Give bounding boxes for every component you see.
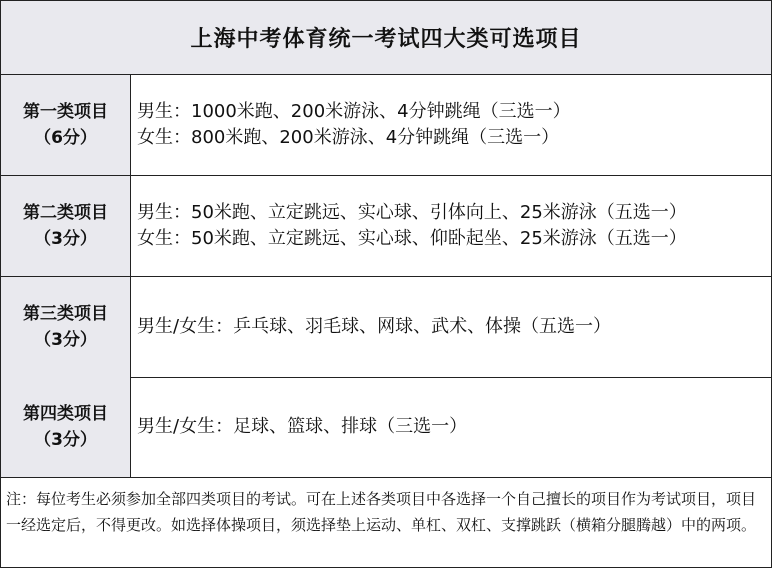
category-score: （3分） <box>34 430 97 450</box>
table-title: 上海中考体育统一考试四大类可选项目 <box>190 27 582 52</box>
category-name: 第二类项目 <box>23 203 108 223</box>
category-items <box>132 377 771 477</box>
table-row-category-1 <box>1 75 771 176</box>
title-row <box>1 1 771 75</box>
table-row-category-3 <box>1 277 771 378</box>
category-score: （6分） <box>34 128 97 148</box>
category-cell <box>1 277 131 377</box>
table-note: 注：每位考生必须参加全部四类项目的考试。可在上述各类项目中各选择一个自己擅长的项目作为考试项目，项目一经选定后，不得更改。如选择体操项目，须选择垫上运动、单杠、双杠、支撑跳跃（横箱分腿腾越）中的两项。 <box>6 490 757 534</box>
boys-items: 男生：50米跑、立定跳远、实心球、引体向上、25米游泳（五选一） <box>137 202 687 223</box>
category-items <box>132 277 771 377</box>
category-name: 第三类项目 <box>23 304 108 324</box>
category-cell <box>1 377 131 477</box>
category-score: （3分） <box>34 229 97 249</box>
category-name: 第一类项目 <box>23 102 108 122</box>
category-items <box>132 75 771 175</box>
table-row-category-4 <box>1 377 771 478</box>
category-cell <box>1 176 131 276</box>
boys-items: 男生：1000米跑、200米游泳、4分钟跳绳（三选一） <box>137 101 571 122</box>
girls-items: 女生：50米跑、立定跳远、实心球、仰卧起坐、25米游泳（五选一） <box>137 228 687 249</box>
category-name: 第四类项目 <box>23 404 108 424</box>
category-items <box>132 176 771 276</box>
table-row-category-2 <box>1 176 771 277</box>
girls-items: 女生：800米跑、200米游泳、4分钟跳绳（三选一） <box>137 127 560 148</box>
category-score: （3分） <box>34 330 97 350</box>
all-students-items: 男生/女生：足球、篮球、排球（三选一） <box>137 416 468 437</box>
category-cell <box>1 75 131 175</box>
all-students-items: 男生/女生：乒乓球、羽毛球、网球、武术、体操（五选一） <box>137 316 612 337</box>
